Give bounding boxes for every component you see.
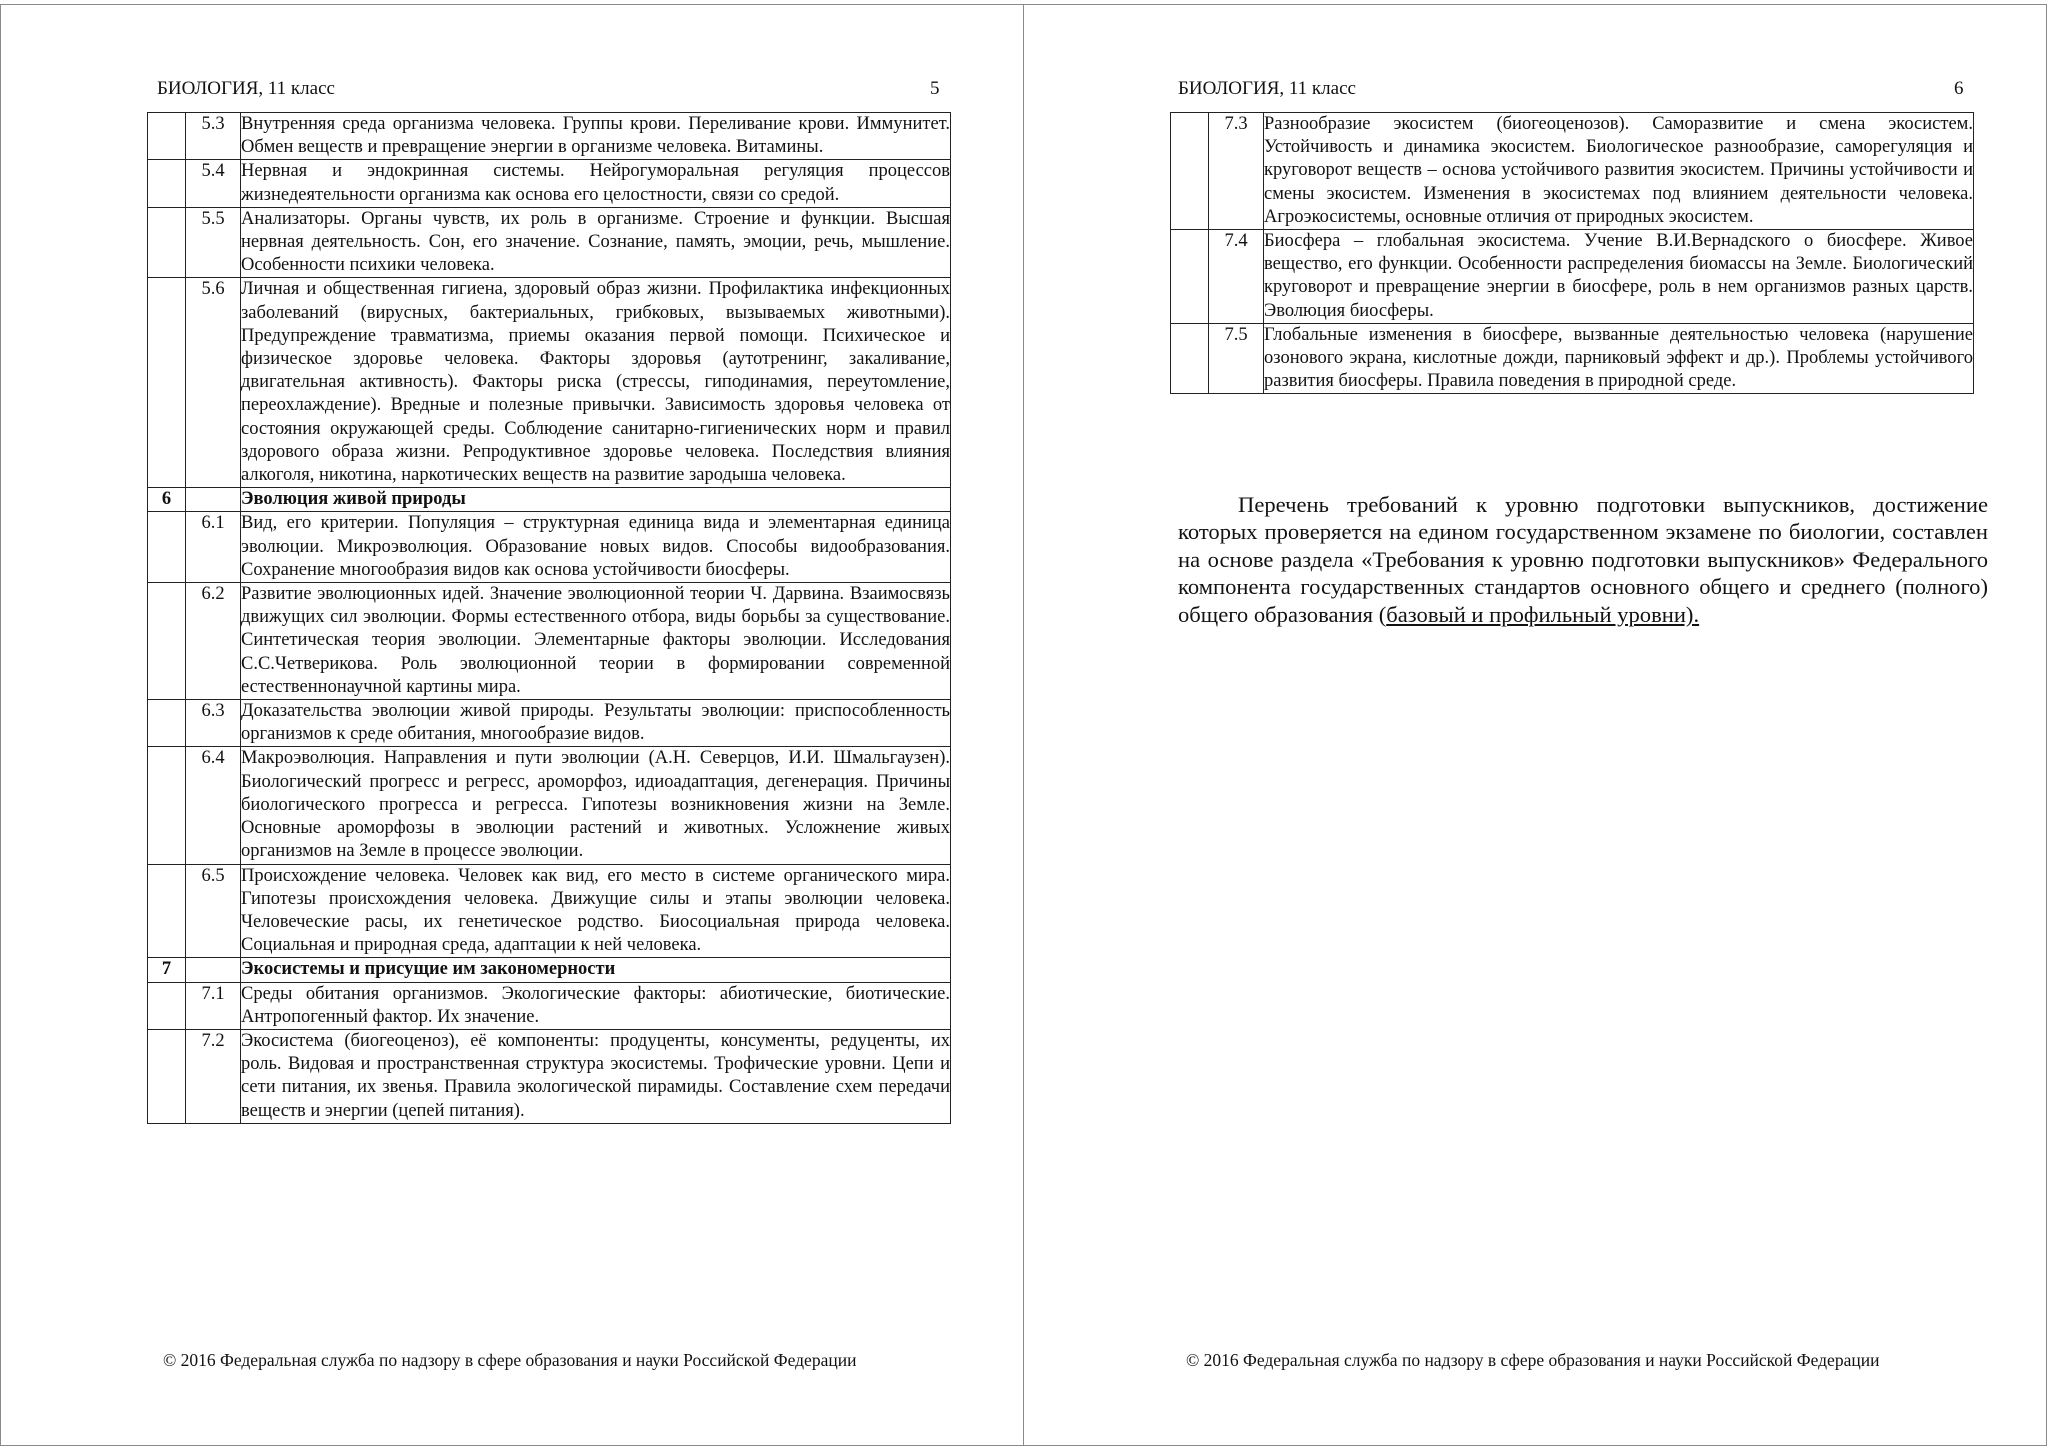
page-number: 6	[1954, 78, 1964, 99]
section-cell	[148, 700, 186, 747]
content-table	[147, 112, 951, 1124]
table-row	[1171, 323, 1974, 394]
section-header-row	[148, 488, 951, 512]
topic-code: 7.5	[1209, 323, 1264, 394]
topic-code: 7.3	[1209, 113, 1264, 230]
section-cell	[148, 278, 186, 488]
topic-code: 5.5	[186, 207, 241, 278]
table-row	[148, 747, 951, 864]
topic-description: Разнообразие экосистем (биогеоценозов). Саморазвитие и смена экосистем. Устойчивость и динамика экосистем. Биологическое разнообразие, саморегуляция и круговорот веществ – основа устойчивого развития экосистем. Причины устойчивости и смены экосистем. Изменения в экосистемах под влиянием деятельности человека. Агроэкосистемы, основные отличия от природных экосистем.	[1264, 113, 1974, 230]
section-cell	[148, 1029, 186, 1123]
table-row	[148, 278, 951, 488]
topic-code: 6.1	[186, 512, 241, 583]
section-cell	[148, 864, 186, 958]
copyright-footer: © 2016 Федеральная служба по надзору в сфере образования и науки Российской Федерации	[163, 1350, 857, 1370]
topic-code: 7.2	[186, 1029, 241, 1123]
topic-description: Среды обитания организмов. Экологические факторы: абиотические, биотические. Антропогенный фактор. Их значение.	[241, 982, 951, 1029]
topic-code: 5.4	[186, 160, 241, 207]
topic-description: Нервная и эндокринная системы. Нейрогуморальная регуляция процессов жизнедеятельности организма как основа его целостности, связи со средой.	[241, 160, 951, 207]
table-row	[148, 207, 951, 278]
topic-code: 5.3	[186, 113, 241, 160]
table-row	[148, 700, 951, 747]
topic-code: 5.6	[186, 278, 241, 488]
topic-code: 7.4	[1209, 230, 1264, 324]
topic-description: Развитие эволюционных идей. Значение эволюционной теории Ч. Дарвина. Взаимосвязь движущих сил эволюции. Формы естественного отбора, виды борьбы за существование. Синтетическая теория эволюции. Элементарные факторы эволюции. Исследования С.С.Четверикова. Роль эволюционной теории в формировании современной естественнонаучной картины мира.	[241, 583, 951, 700]
section-code-cell	[186, 488, 241, 512]
table-row	[148, 1029, 951, 1123]
table-row	[148, 864, 951, 958]
section-header-row	[148, 958, 951, 982]
section-cell	[148, 160, 186, 207]
section-cell	[148, 512, 186, 583]
section-cell	[148, 583, 186, 700]
section-cell	[1171, 230, 1209, 324]
topic-code: 7.1	[186, 982, 241, 1029]
section-cell	[1171, 323, 1209, 394]
section-cell	[148, 207, 186, 278]
table-row	[1171, 230, 1974, 324]
section-cell	[148, 982, 186, 1029]
topic-description: Макроэволюция. Направления и пути эволюции (А.Н. Северцов, И.И. Шмальгаузен). Биологический прогресс и регресс, ароморфоз, идиоадаптация, дегенерация. Причины биологического прогресса и регресса. Гипотезы возникновения жизни на Земле. Основные ароморфозы в эволюции растений и животных. Усложнение живых организмов на Земле в процессе эволюции.	[241, 747, 951, 864]
requirements-text: Перечень требований к уровню подготовки выпускников, достижение которых проверяется на едином государственном экзамене по биологии, составлен на основе раздела «Требования к уровню подготовки выпускников» Федерального компонента государственных стандартов основного общего и среднего (полного) общего образования (	[1178, 491, 1988, 627]
section-number: 6	[148, 488, 186, 512]
table-row	[148, 512, 951, 583]
section-code-cell	[186, 958, 241, 982]
topic-description: Внутренняя среда организма человека. Группы крови. Переливание крови. Иммунитет. Обмен веществ и превращение энергии в организме человека. Витамины.	[241, 113, 951, 160]
table-row	[148, 160, 951, 207]
running-head: БИОЛОГИЯ, 11 класс	[1178, 78, 1356, 99]
page-number: 5	[930, 78, 940, 99]
right-page	[1024, 0, 2047, 1448]
topic-description: Личная и общественная гигиена, здоровый образ жизни. Профилактика инфекционных заболеваний (вирусных, бактериальных, грибковых, вызываемых животными). Предупреждение травматизма, приемы оказания первой помощи. Психическое и физическое здоровье человека. Факторы здоровья (аутотренинг, закаливание, двигательная активность). Факторы риска (стрессы, гиподинамия, переутомление, переохлаждение). Вредные и полезные привычки. Зависимость здоровья человека от состояния окружающей среды. Соблюдение санитарно-гигиенических норм и правил здорового образа жизни. Репродуктивное здоровье человека. Последствия влияния алкоголя, никотина, наркотических веществ на развитие зародыша человека.	[241, 278, 951, 488]
topic-description: Глобальные изменения в биосфере, вызванные деятельностью человека (нарушение озонового экрана, кислотные дожди, парниковый эффект и др.). Проблемы устойчивого развития биосферы. Правила поведения в природной среде.	[1264, 323, 1974, 394]
topic-description: Анализаторы. Органы чувств, их роль в организме. Строение и функции. Высшая нервная деятельность. Сон, его значение. Сознание, память, эмоции, речь, мышление. Особенности психики человека.	[241, 207, 951, 278]
section-cell	[148, 113, 186, 160]
table-row	[148, 583, 951, 700]
table-row	[1171, 113, 1974, 230]
content-table	[1170, 112, 1974, 394]
topic-description: Доказательства эволюции живой природы. Результаты эволюции: приспособленность организмов к среде обитания, многообразие видов.	[241, 700, 951, 747]
requirements-paragraph	[1178, 491, 1988, 629]
section-title: Экосистемы и присущие им закономерности	[241, 958, 951, 982]
left-page	[0, 0, 1023, 1448]
topic-description: Вид, его критерии. Популяция – структурная единица вида и элементарная единица эволюции. Микроэволюция. Образование новых видов. Способы видообразования. Сохранение многообразия видов как основа устойчивости биосферы.	[241, 512, 951, 583]
section-cell	[1171, 113, 1209, 230]
topic-code: 6.2	[186, 583, 241, 700]
table-row	[148, 982, 951, 1029]
section-cell	[148, 747, 186, 864]
topic-description: Происхождение человека. Человек как вид, его место в системе органического мира. Гипотезы происхождения человека. Движущие силы и этапы эволюции человека. Человеческие расы, их генетическое родство. Биосоциальная природа человека. Социальная и природная среда, адаптации к ней человека.	[241, 864, 951, 958]
table-row	[148, 113, 951, 160]
topic-code: 6.4	[186, 747, 241, 864]
topic-description: Биосфера – глобальная экосистема. Учение В.И.Вернадского о биосфере. Живое вещество, его функции. Особенности распределения биомассы на Земле. Биологический круговорот и превращение энергии в биосфере, роль в нем организмов разных царств. Эволюция биосферы.	[1264, 230, 1974, 324]
topic-description: Экосистема (биогеоценоз), её компоненты: продуценты, консументы, редуценты, их роль. Видовая и пространственная структура экосистемы. Трофические уровни. Цепи и сети питания, их звенья. Правила экологической пирамиды. Составление схем передачи веществ и энергии (цепей питания).	[241, 1029, 951, 1123]
requirements-levels-link[interactable]: базовый и профильный уровни).	[1386, 601, 1700, 627]
section-title: Эволюция живой природы	[241, 488, 951, 512]
topic-code: 6.3	[186, 700, 241, 747]
section-number: 7	[148, 958, 186, 982]
running-head: БИОЛОГИЯ, 11 класс	[157, 78, 335, 99]
topic-code: 6.5	[186, 864, 241, 958]
copyright-footer: © 2016 Федеральная служба по надзору в сфере образования и науки Российской Федерации	[1186, 1350, 1880, 1370]
